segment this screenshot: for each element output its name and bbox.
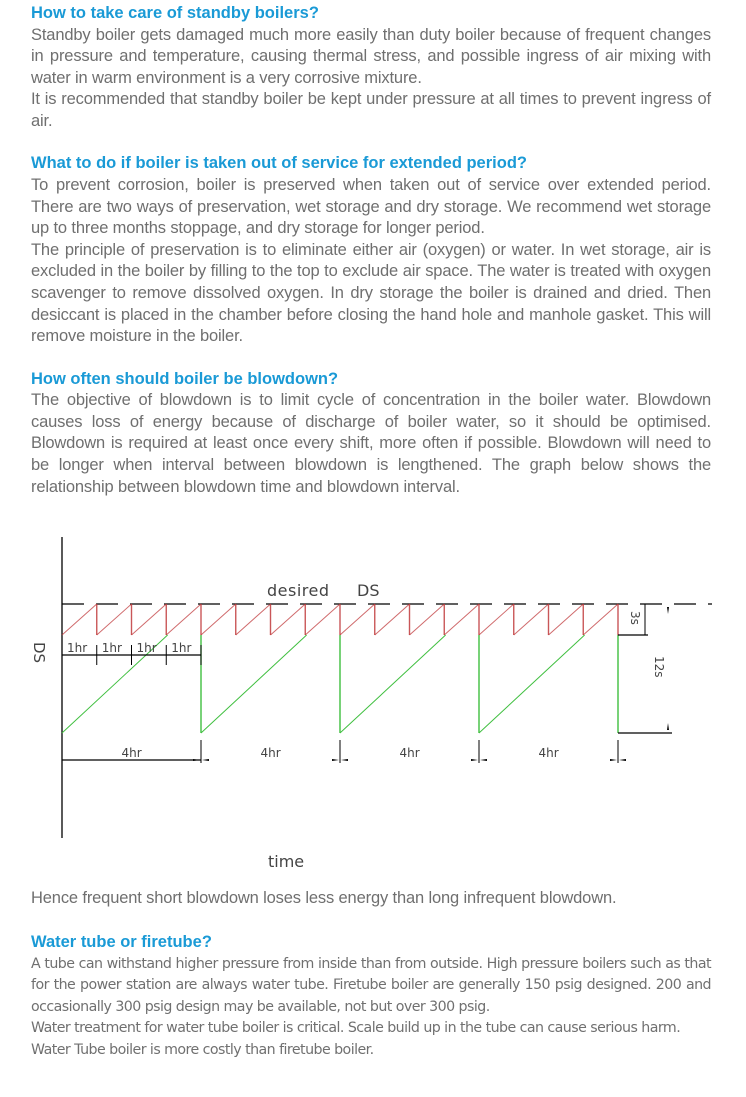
long-interval-label: 4hr (260, 746, 281, 760)
short-cycle-rise (514, 604, 549, 635)
heading-out-of-service: What to do if boiler is taken out of service for extended period? (31, 154, 527, 173)
blowdown-diagram (0, 530, 746, 875)
arrowhead (667, 723, 669, 730)
short-blowdown-label: 3s (628, 611, 642, 625)
y-axis-label: DS (30, 642, 48, 664)
ds-label: DS (357, 581, 380, 600)
arrowhead (202, 759, 209, 761)
long-interval-label: 4hr (121, 746, 142, 760)
short-cycle-rise (166, 604, 201, 635)
paragraph: Standby boiler gets damaged much more easily than duty boiler because of frequent changes in pressure and temperature, causing thermal stress, and possible ingress of air mixing with water in warm environment is a very corrosive mixture. (31, 25, 711, 87)
paragraph: The objective of blowdown is to limit cycle of concentration in the boiler water. Blowdown causes loss of energy because of discharge of boiler water, so it should be optimised. Blowdown is required at least once every shift, more often if possible. Blowdown will need to be longer when interval between blowdown is lengthened. The graph below shows the relationship between blowdown time and blowdown interval. (31, 391, 711, 496)
short-cycle-rise (549, 604, 584, 635)
paragraph: To prevent corrosion, boiler is preserved when taken out of service over extended period. There are two ways of preservation, wet storage and dry storage. We recommend wet storage up to three months stoppage, and dry storage for longer period. (31, 175, 711, 238)
long-cycle-rise (201, 635, 307, 733)
arrowhead (341, 759, 348, 761)
paragraph: It is recommended that standby boiler be kept under pressure at all times to prevent ingress of air. (31, 90, 711, 130)
article-upper (31, 3, 711, 498)
arrowhead (471, 759, 478, 761)
paragraph: Water Tube boiler is more costly than firetube boiler. (31, 1041, 374, 1058)
paragraph: The principle of preservation is to eliminate either air (oxygen) or water. In wet storage, air is excluded in the boiler by filling to the top to exclude air space. The water is treated with oxygen scavenger to remove dissolved oxygen. In dry storage the boiler is drained and dried. Then desiccant is placed in the chamber before closing the hand hole and manhole gasket. This will remove moisture in the boiler. (31, 240, 711, 346)
arrowhead (619, 759, 626, 761)
short-cycle-rise (271, 604, 306, 635)
short-cycle-rise (410, 604, 445, 635)
conclusion-text: Hence frequent short blowdown loses less energy than long infrequent blowdown. (31, 889, 617, 907)
paragraph: A tube can withstand higher pressure from inside than from outside. High pressure boilers such as that for the power station are always water tube. Firetube boiler are generally 150 psig designed. 200 and occasionally 300 psig design may be available, not but over 300 psig. (31, 955, 711, 1015)
water-tube-section (31, 932, 711, 1061)
short-cycle-series (62, 604, 618, 635)
long-cycle-rise (340, 635, 446, 733)
short-cycle-rise (340, 604, 375, 635)
long-interval-label: 4hr (399, 746, 420, 760)
hour-label: 1hr (67, 641, 88, 655)
long-blowdown-label: 12s (652, 656, 666, 678)
arrowhead (610, 759, 617, 761)
short-cycle-rise (132, 604, 167, 635)
heading-blowdown: How often should boiler be blowdown? (31, 369, 339, 388)
x-axis-label: time (268, 852, 305, 871)
hour-label: 1hr (101, 641, 122, 655)
long-interval-label: 4hr (538, 746, 559, 760)
short-cycle-rise (444, 604, 479, 635)
dimension-lines (62, 604, 672, 763)
short-cycle-rise (305, 604, 340, 635)
short-cycle-rise (97, 604, 132, 635)
short-cycle-rise (479, 604, 514, 635)
arrowhead (667, 607, 669, 614)
short-cycle-rise (62, 604, 97, 635)
paragraph: Water treatment for water tube boiler is critical. Scale build up in the tube can cause serious harm. (31, 1020, 681, 1037)
arrowhead (193, 759, 200, 761)
desired-label: desired (267, 581, 330, 600)
long-cycle-rise (479, 635, 585, 733)
heading-standby: How to take care of standby boilers? (31, 4, 319, 22)
short-cycle-rise (236, 604, 271, 635)
heading-water-tube: Water tube or firetube? (31, 933, 212, 951)
short-cycle-rise (583, 604, 618, 635)
short-cycle-rise (375, 604, 410, 635)
arrowhead (332, 759, 339, 761)
arrowhead (480, 759, 487, 761)
conclusion-block (31, 888, 711, 910)
short-cycle-rise (201, 604, 236, 635)
hour-label: 1hr (136, 641, 157, 655)
hour-label: 1hr (171, 641, 192, 655)
